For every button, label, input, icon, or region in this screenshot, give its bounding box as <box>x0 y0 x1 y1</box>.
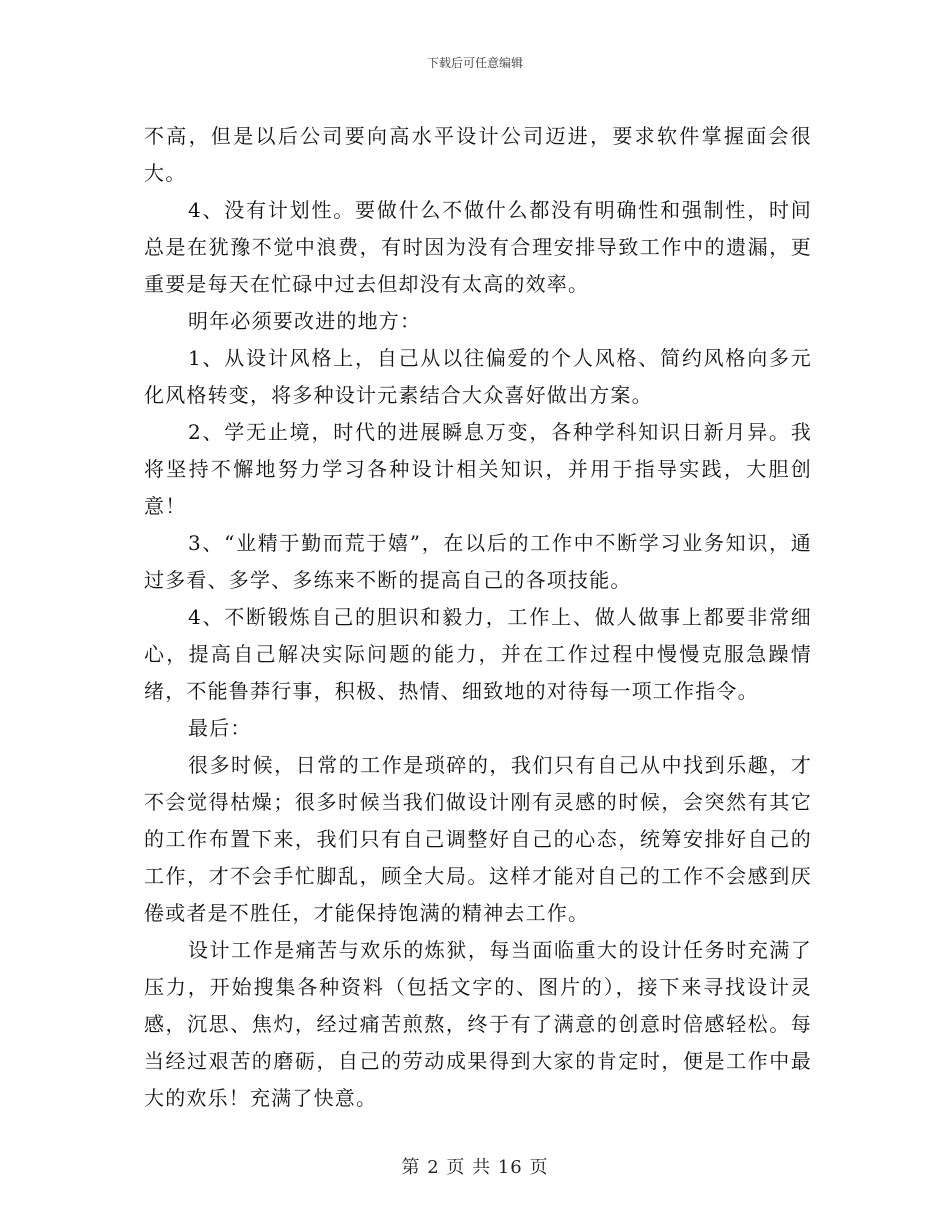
paragraph-improvements-heading: 明年必须要改进的地方： <box>188 309 422 333</box>
paragraph-item-4-no-plan: 4、没有计划性。要做什么不做什么都没有明确性和强制性，时间总是在犹豫不觉中浪费，有时因为没有合理安排导致工作中的遗漏，更重要是每天在忙碌中过去但却没有太高的效率。 <box>144 198 812 296</box>
page-number: 第 2 页 共 16 页 <box>401 1157 549 1178</box>
paragraph-improvement-1: 1、从设计风格上，自己从以往偏爱的个人风格、简约风格向多元化风格转变，将多种设计元素结合大众喜好做出方案。 <box>144 346 812 407</box>
paragraph-improvement-4: 4、不断锻炼自己的胆识和毅力，工作上、做人做事上都要非常细心，提高自己解决实际问题的能力，并在工作过程中慢慢克服急躁情绪，不能鲁莽行事，积极、热情、细致地的对待每一项工作指令。 <box>144 605 812 703</box>
paragraph-continuation: 不高，但是以后公司要向高水平设计公司迈进，要求软件掌握面会很大。 <box>144 124 812 185</box>
paragraph-improvement-2: 2、学无止境，时代的进展瞬息万变，各种学科知识日新月异。我将坚持不懈地努力学习各种设计相关知识，并用于指导实践，大胆创意！ <box>144 420 812 518</box>
paragraph-finally-1: 很多时候，日常的工作是琐碎的，我们只有自己从中找到乐趣，才不会觉得枯燥；很多时候当我们做设计刚有灵感的时候，会突然有其它的工作布置下来，我们只有自己调整好自己的心态，统筹安排好自己的工作，才不会手忙脚乱，顾全大局。这样才能对自己的工作不会感到厌倦或者是不胜任，才能保持饱满的精神去工作。 <box>144 753 812 925</box>
paragraph-improvement-3: 3、“业精于勤而荒于嬉”，在以后的工作中不断学习业务知识，通过多看、多学、多练来不断的提高自己的各项技能。 <box>144 531 812 592</box>
paragraph-finally-heading: 最后： <box>188 716 252 740</box>
document-body <box>144 118 812 1117</box>
page-header-note: 下载后可任意编辑 <box>426 56 523 70</box>
paragraph-finally-2: 设计工作是痛苦与欢乐的炼狱，每当面临重大的设计任务时充满了压力，开始搜集各种资料（包括文字的、图片的），接下来寻找设计灵感，沉思、焦灼，经过痛苦煎熬，终于有了满意的创意时倍感轻松。每当经过艰苦的磨砺，自己的劳动成果得到大家的肯定时，便是工作中最大的欢乐！充满了快意。 <box>144 938 812 1110</box>
